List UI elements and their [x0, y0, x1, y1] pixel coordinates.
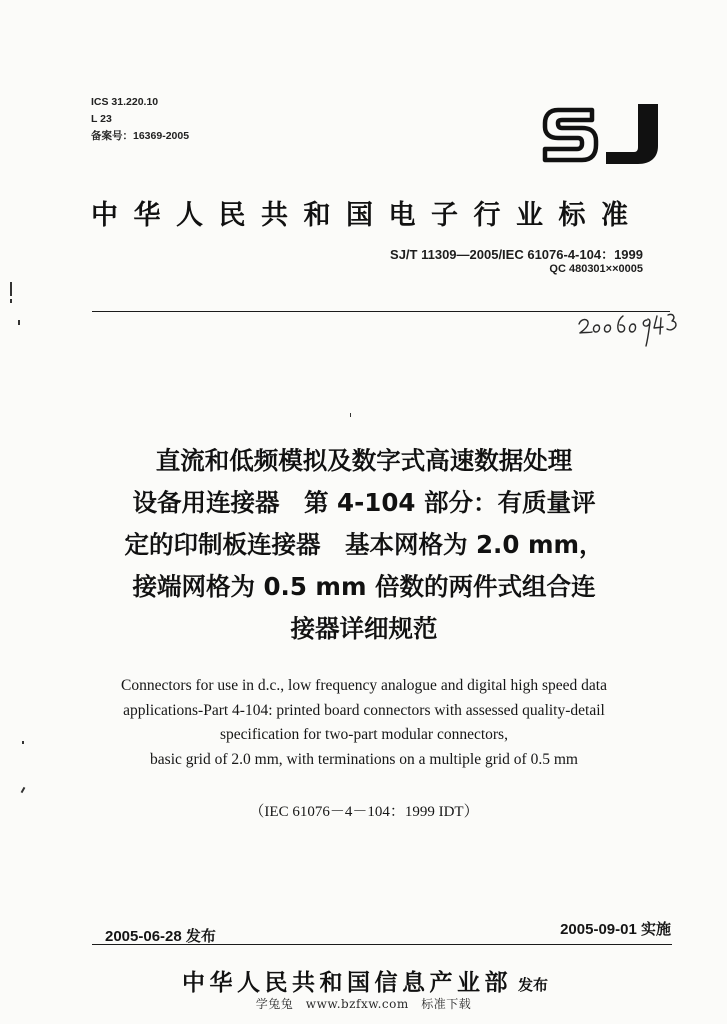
title-cn-line: 设备用连接器 第 4-104 部分：有质量评 — [132, 488, 596, 517]
standard-type-title: 中华人民共和国电子行业标准 — [91, 200, 644, 231]
title-en-line: applications-Part 4-104: printed board connectors with assessed quality-detail — [123, 701, 605, 719]
scan-mark — [10, 299, 12, 303]
download-watermark: 学兔兔 www.bzfxw.com 标准下载 — [255, 997, 472, 1011]
publisher-line — [40, 964, 690, 997]
scan-mark — [21, 787, 26, 793]
title-en-line: specification for two-part modular connectors, — [220, 726, 508, 743]
ccs-code: L 23 — [91, 113, 112, 125]
implementation-date: 2005-09-01 实施 — [560, 921, 671, 938]
title-cn-line: 接器详细规范 — [290, 614, 438, 643]
document-title-chinese — [60, 440, 668, 650]
title-cn-line: 定的印制板连接器 基本网格为 2.0 mm， — [124, 530, 604, 559]
publisher-name: 中华人民共和国信息产业部 — [181, 970, 512, 996]
scan-mark — [18, 320, 20, 325]
standard-number: SJ/T 11309—2005/IEC 61076-4-104：1999 — [390, 247, 643, 262]
record-number: 16369-2005 — [133, 130, 190, 142]
scan-mark — [22, 741, 24, 744]
publisher-action: 发布 — [517, 976, 548, 994]
publish-date: 2005-06-28 发布 — [105, 928, 216, 945]
title-cn-line: 直流和低频模拟及数字式高速数据处理 — [155, 446, 573, 475]
title-cn-line: 接端网格为 0.5 mm 倍数的两件式组合连 — [132, 572, 596, 601]
record-number-line — [91, 128, 189, 145]
sj-logo — [540, 100, 668, 170]
metadata-block — [91, 94, 189, 145]
ics-code: ICS 31.220.10 — [91, 96, 159, 108]
title-en-line: Connectors for use in d.c., low frequency analogue and digital high speed data — [121, 677, 607, 694]
record-number-label: 备案号： — [91, 130, 133, 142]
document-title-english — [60, 674, 668, 772]
sj-logo-j-letter — [606, 104, 658, 164]
scan-mark — [10, 282, 12, 296]
bottom-divider — [92, 944, 672, 945]
sj-logo-s-letter — [545, 110, 596, 160]
iec-equivalence: （IEC 61076－4－104：1999 IDT） — [249, 804, 479, 820]
title-en-line: basic grid of 2.0 mm, with terminations on a multiple grid of 0.5 mm — [150, 750, 578, 768]
scan-mark — [350, 413, 351, 417]
qc-number: QC 480301××0005 — [549, 263, 643, 275]
handwritten-annotation — [575, 302, 685, 354]
